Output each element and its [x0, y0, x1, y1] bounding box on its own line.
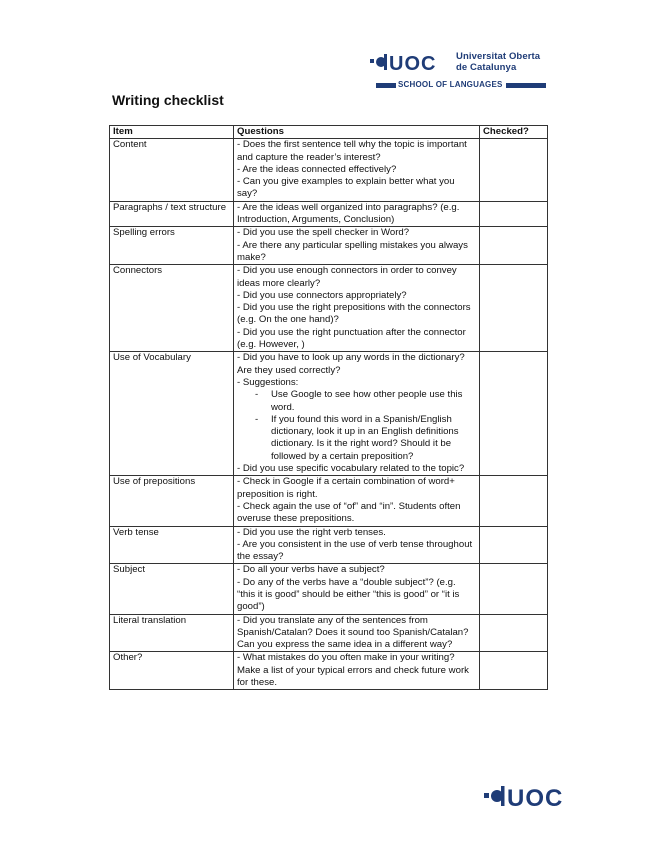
logo-text: UOC [389, 53, 437, 73]
questions-cell [234, 476, 480, 526]
questions-cell [234, 201, 480, 227]
table-row [110, 139, 548, 201]
sub-question-line: - Use Google to see how other people use this word. [237, 389, 476, 414]
table-row [110, 564, 548, 614]
item-cell: Spelling errors [110, 227, 234, 265]
question-line: - Did you use the spell checker in Word? [237, 227, 410, 239]
uoc-logo-row [370, 49, 550, 75]
item-cell: Connectors [110, 265, 234, 352]
checked-cell[interactable] [480, 614, 548, 652]
page-title: Writing checklist [112, 92, 224, 108]
questions-cell [234, 614, 480, 652]
table-row [110, 476, 548, 526]
questions-cell [234, 139, 480, 201]
header-item: Item [110, 126, 234, 139]
questions-cell [234, 352, 480, 476]
bar-right [506, 83, 546, 88]
table-row [110, 614, 548, 652]
table-row [110, 526, 548, 564]
question-line: - What mistakes do you often make in your writing? Make a list of your typical errors and check future work for these. [237, 652, 469, 689]
question-line: - Did you use the right verb tenses. [237, 526, 386, 538]
item-cell: Use of prepositions [110, 476, 234, 526]
question-line: - Check in Google if a certain combination of word+ preposition is right. [237, 476, 455, 500]
checked-cell[interactable] [480, 227, 548, 265]
question-line: - Check again the use of “of” and “in”. Students often overuse these prepositions. [237, 500, 461, 525]
sub-question-line: - If you found this word in a Spanish/English dictionary, look it up in an English definitions dictionary. Is it the right word? Should it be followed by a certain preposition? [237, 414, 476, 463]
checked-cell[interactable] [480, 476, 548, 526]
item-cell: Literal translation [110, 614, 234, 652]
university-line2: de Catalunya [456, 62, 517, 73]
table-row [110, 227, 548, 265]
bar-left [376, 83, 396, 88]
uoc-logo-icon [370, 51, 450, 73]
question-line: - Are the ideas well organized into paragraphs? (e.g. Introduction, Arguments, Conclusion) [237, 201, 460, 226]
questions-cell [234, 227, 480, 265]
checked-cell[interactable] [480, 201, 548, 227]
question-line: - Did you use enough connectors in order to convey ideas more clearly? [237, 265, 457, 289]
checked-cell[interactable] [480, 652, 548, 690]
item-cell: Paragraphs / text structure [110, 201, 234, 227]
checked-cell[interactable] [480, 564, 548, 614]
item-cell: Use of Vocabulary [110, 352, 234, 476]
question-line: - Can you give examples to explain better what you say? [237, 176, 455, 200]
questions-cell [234, 265, 480, 352]
footer-logo-icon [484, 783, 572, 809]
table-row [110, 352, 548, 476]
question-line: - Did you use specific vocabulary related to the topic? [237, 463, 465, 475]
question-line: - Do any of the verbs have a “double subject”? (e.g. “this it is good” should be either “this is good” or “it is good”) [237, 576, 460, 613]
questions-cell [234, 526, 480, 564]
university-line1: Universitat Oberta [456, 51, 541, 62]
question-line: - Are the ideas connected effectively? [237, 163, 397, 175]
question-line: - Suggestions: [237, 376, 299, 388]
school-name: SCHOOL OF LANGUAGES [398, 80, 503, 89]
header-logo [370, 49, 550, 91]
checked-cell[interactable] [480, 526, 548, 564]
question-line: - Did you use the right punctuation after the connector (e.g. However, ) [237, 326, 466, 351]
item-cell: Verb tense [110, 526, 234, 564]
question-line: - Did you translate any of the sentences from Spanish/Catalan? Does it sound too Spanish/Catalan? Can you express the same idea in a different way? [237, 614, 469, 651]
questions-cell [234, 564, 480, 614]
footer-logo-text: UOC [507, 785, 564, 809]
item-cell: Content [110, 139, 234, 201]
header-checked: Checked? [480, 126, 548, 139]
table-header-row [110, 126, 548, 139]
question-line: - Did you use the right prepositions with the connectors (e.g. On the one hand)? [237, 302, 471, 326]
question-line: - Did you have to look up any words in the dictionary? Are they used correctly? [237, 352, 465, 376]
question-line: - Are there any particular spelling mistakes you always make? [237, 239, 468, 263]
item-cell: Subject [110, 564, 234, 614]
checked-cell[interactable] [480, 139, 548, 201]
item-cell: Other? [110, 652, 234, 690]
school-bar [376, 81, 546, 90]
question-line: - Do all your verbs have a subject? [237, 564, 385, 576]
checked-cell[interactable] [480, 265, 548, 352]
question-line: - Does the first sentence tell why the topic is important and capture the reader’s interest? [237, 139, 467, 163]
question-line: - Did you use connectors appropriately? [237, 289, 407, 301]
table-row [110, 265, 548, 352]
checklist-table [109, 125, 548, 690]
header-questions: Questions [234, 126, 480, 139]
question-line: - Are you consistent in the use of verb tense throughout the essay? [237, 538, 473, 563]
university-name [456, 51, 540, 73]
table-row [110, 201, 548, 227]
checked-cell[interactable] [480, 352, 548, 476]
table-row [110, 652, 548, 690]
questions-cell [234, 652, 480, 690]
